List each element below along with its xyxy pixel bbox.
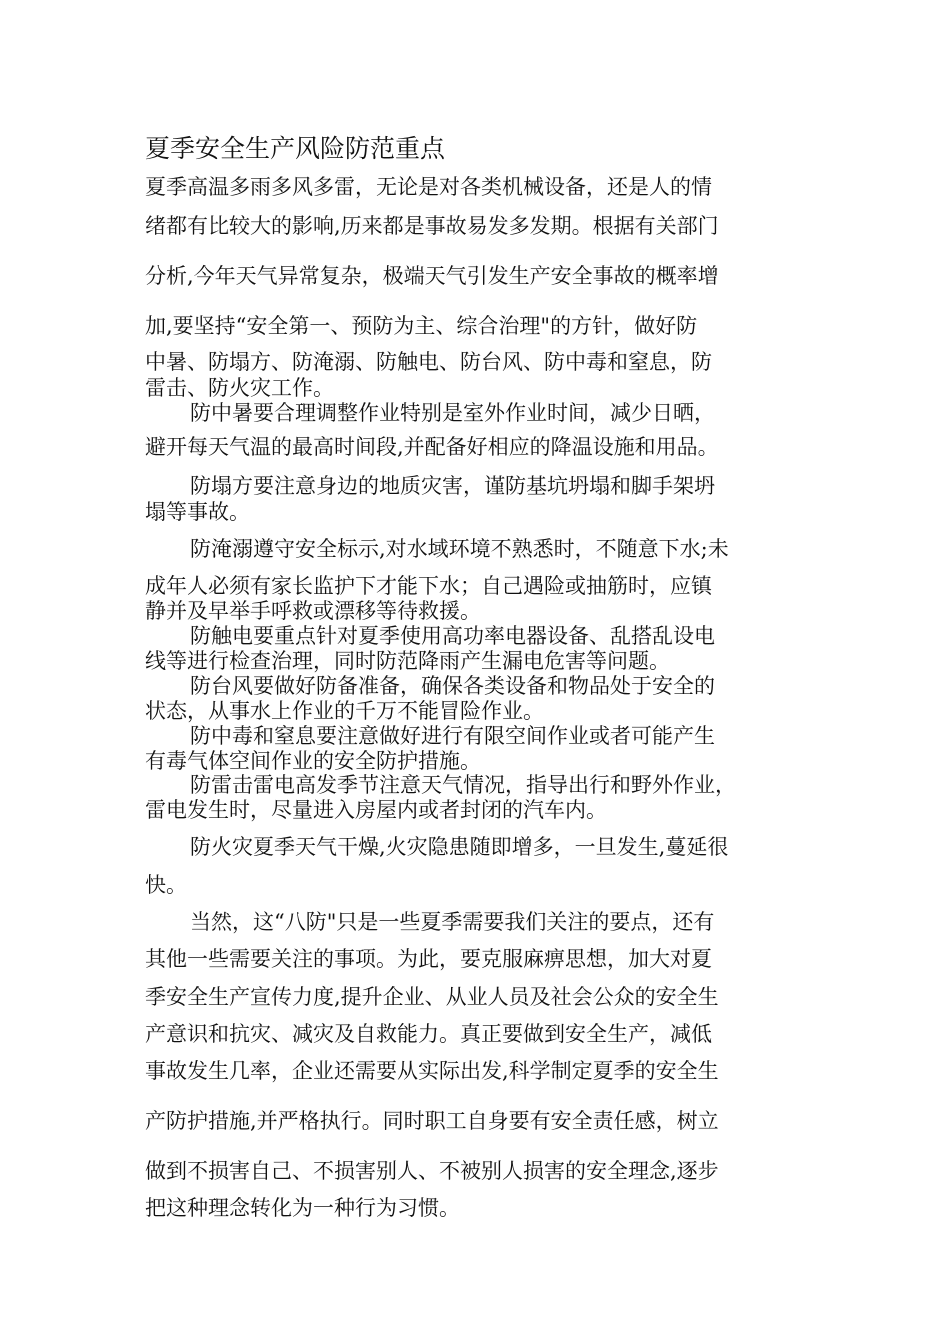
paragraph-line: 绪都有比较大的影响,历来都是事故易发多发期。根据有关部门 (145, 214, 719, 238)
paragraph-line: 事故发生几率，企业还需要从实际出发,科学制定夏季的安全生 (145, 1059, 719, 1083)
paragraph-line: 防中暑要合理调整作业特别是室外作业时间，减少日晒， (190, 401, 715, 425)
paragraph-line: 其他一些需要关注的事项。为此，要克服麻痹思想，加大对夏 (145, 947, 712, 971)
paragraph-line: 分析,今年天气异常复杂，极端天气引发生产安全事故的概率增 (145, 264, 719, 288)
paragraph-line: 塌等事故。 (145, 500, 250, 524)
paragraph-line: 成年人必须有家长监护下才能下水；自己遇险或抽筋时，应镇 (145, 574, 712, 598)
paragraph-line: 状态，从事水上作业的千万不能冒险作业。 (145, 699, 544, 723)
paragraph-line: 防中毒和窒息要注意做好进行有限空间作业或者可能产生 (190, 724, 715, 748)
paragraph-line: 加,要坚持“安全第一、预防为主、综合治理"的方针，做好防 (145, 314, 698, 338)
paragraph-line: 防塌方要注意身边的地质灾害，谨防基坑坍塌和脚手架坍 (190, 474, 715, 498)
paragraph-line: 产防护措施,并严格执行。同时职工自身要有安全责任感，树立 (145, 1109, 719, 1133)
paragraph-line: 雷击、防火灾工作。 (145, 376, 334, 400)
paragraph-line: 线等进行检查治理，同时防范降雨产生漏电危害等问题。 (145, 649, 670, 673)
paragraph-line: 防触电要重点针对夏季使用高功率电器设备、乱搭乱设电 (190, 624, 715, 648)
paragraph-line: 快。 (145, 873, 187, 897)
paragraph-line: 当然，这“八防"只是一些夏季需要我们关注的要点，还有 (190, 910, 715, 934)
paragraph-line: 防火灾夏季天气干燥,火灾隐患随即增多，一旦发生,蔓延很 (190, 835, 729, 859)
document-title: 夏季安全生产风险防范重点 (145, 134, 446, 163)
paragraph-line: 产意识和抗灾、减灾及自救能力。真正要做到安全生产，减低 (145, 1022, 712, 1046)
paragraph-line: 中暑、防塌方、防淹溺、防触电、防台风、防中毒和窒息，防 (145, 350, 712, 374)
paragraph-line: 有毒气体空间作业的安全防护措施。 (145, 749, 481, 773)
paragraph-line: 静并及早举手呼救或漂移等待救援。 (145, 599, 481, 623)
paragraph-line: 做到不损害自己、不损害别人、不被别人损害的安全理念,逐步 (145, 1159, 719, 1183)
paragraph-line: 夏季高温多雨多风多雷，无论是对各类机械设备，还是人的情 (145, 175, 712, 199)
paragraph-line: 把这种理念转化为一种行为习惯。 (145, 1196, 460, 1220)
paragraph-line: 防台风要做好防备准备，确保各类设备和物品处于安全的 (190, 674, 715, 698)
paragraph-line: 季安全生产宣传力度,提升企业、从业人员及社会公众的安全生 (145, 985, 719, 1009)
paragraph-line: 防淹溺遵守安全标示,对水域环境不熟悉时，不随意下水;未 (190, 537, 729, 561)
paragraph-line: 雷电发生时，尽量进入房屋内或者封闭的汽车内。 (145, 798, 607, 822)
paragraph-line: 避开每天气温的最高时间段,并配备好相应的降温设施和用品。 (145, 435, 719, 459)
paragraph-line: 防雷击雷电高发季节注意天气情况，指导出行和野外作业， (190, 773, 736, 797)
